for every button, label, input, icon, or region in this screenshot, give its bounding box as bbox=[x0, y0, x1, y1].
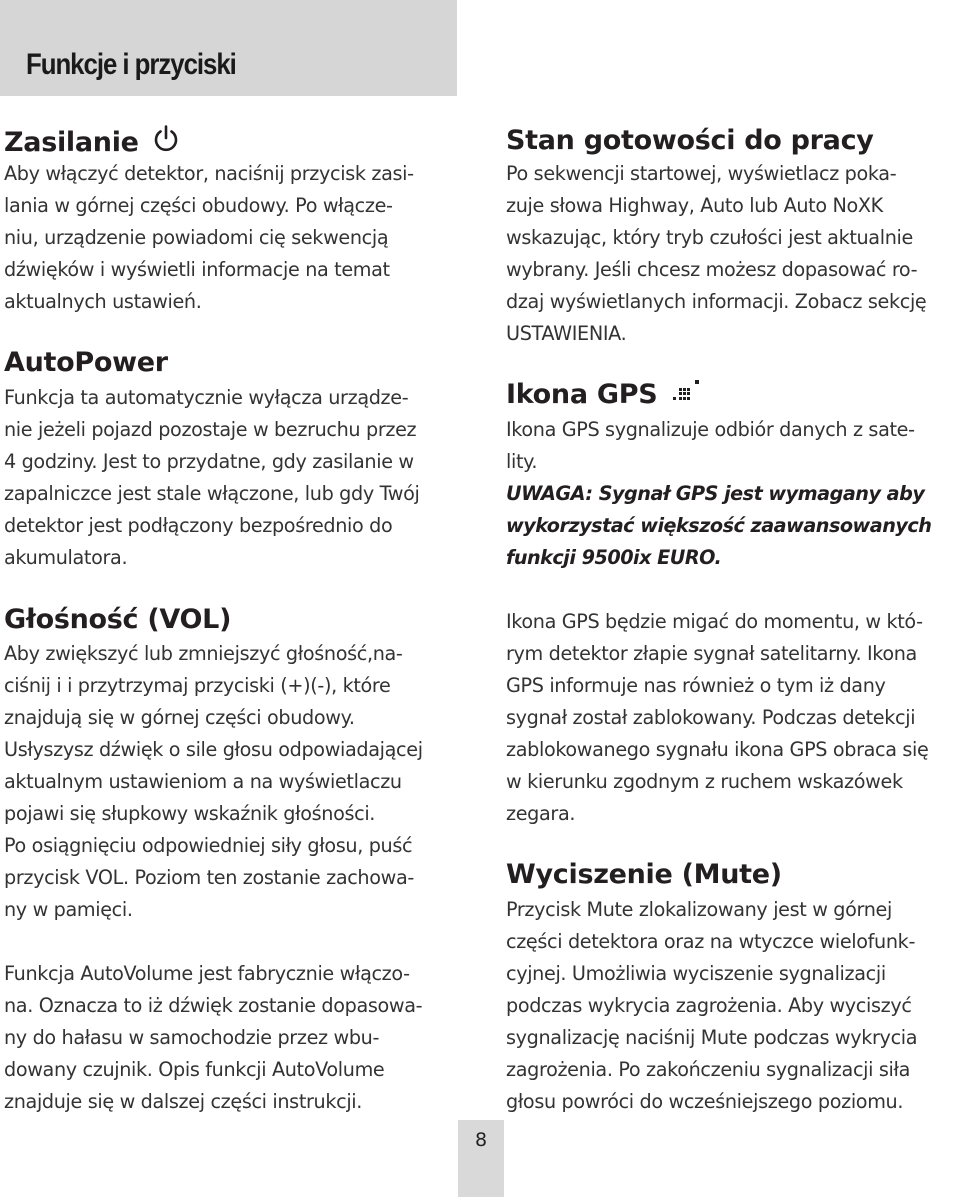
text-line: ny w pamięci. bbox=[4, 898, 133, 921]
text-line: Funkcja AutoVolume jest fabrycznie włączo- bbox=[4, 962, 410, 985]
warning-line: funkcji 9500ix EURO. bbox=[506, 546, 722, 569]
paragraph-autovolume bbox=[4, 958, 422, 1118]
heading-text: Zasilanie bbox=[4, 127, 139, 158]
paragraph-glosnosc bbox=[4, 638, 423, 926]
paragraph-autopower bbox=[4, 382, 420, 574]
text-line: Aby włączyć detektor, naciśnij przycisk zasi- bbox=[4, 162, 414, 185]
text-line: sygnał został zablokowany. Podczas detekcji bbox=[506, 706, 916, 729]
text-line: ny do hałasu w samochodzie przez wbu- bbox=[4, 1026, 380, 1049]
text-line: wskazując, który tryb czułości jest aktualnie bbox=[506, 226, 913, 249]
text-line: zegara. bbox=[506, 802, 576, 825]
section-heading-gps bbox=[506, 378, 701, 415]
text-line: GPS informuje nas również o tym iż dany bbox=[506, 674, 886, 697]
text-line: lity. bbox=[506, 450, 538, 473]
section-heading-mute: Wyciszenie (Mute) bbox=[506, 859, 782, 890]
gps-icon bbox=[671, 380, 701, 415]
text-line: zagrożenia. Po zakończeniu sygnalizacji siła bbox=[506, 1058, 910, 1081]
text-line: przycisk VOL. Poziom ten zostanie zachowa- bbox=[4, 866, 414, 889]
section-heading-autopower: AutoPower bbox=[4, 347, 168, 378]
text-line: dźwięków i wyświetli informacje na temat bbox=[4, 258, 390, 281]
text-line: aktualnym ustawieniom a na wyświetlaczu bbox=[4, 770, 402, 793]
heading-text: Ikona GPS bbox=[506, 379, 658, 410]
text-line: sygnalizację naciśnij Mute podczas wykrycia bbox=[506, 1026, 918, 1049]
text-line: części detektora oraz na wtyczce wielofunk- bbox=[506, 930, 916, 953]
text-line: akumulatora. bbox=[4, 546, 128, 569]
text-line: Przycisk Mute zlokalizowany jest w górnej bbox=[506, 898, 892, 921]
text-line: podczas wykrycia zagrożenia. Aby wyciszyć bbox=[506, 994, 912, 1017]
text-line: Po osiągnięciu odpowiedniej siły głosu, puść bbox=[4, 834, 413, 857]
text-line: dowany czujnik. Opis funkcji AutoVolume bbox=[4, 1058, 385, 1081]
page-number-tab bbox=[458, 1120, 504, 1197]
warning-line: wykorzystać większość zaawansowanych bbox=[506, 514, 932, 537]
text-line: znajdują się w górnej części obudowy. bbox=[4, 706, 355, 729]
text-line: zablokowanego sygnału ikona GPS obraca się bbox=[506, 738, 929, 761]
page-number: 8 bbox=[474, 1129, 488, 1151]
text-line: Aby zwiększyć lub zmniejszyć głośność,na- bbox=[4, 642, 403, 665]
text-line: lania w górnej części obudowy. Po włącze- bbox=[4, 194, 393, 217]
text-line: dzaj wyświetlanych informacji. Zobacz sekcję bbox=[506, 290, 927, 313]
text-line: nie jeżeli pojazd pozostaje w bezruchu przez bbox=[4, 418, 417, 441]
text-line: Funkcja ta automatycznie wyłącza urządze- bbox=[4, 386, 409, 409]
text-line: 4 godziny. Jest to przydatne, gdy zasilanie w bbox=[4, 450, 414, 473]
text-line: Ikona GPS sygnalizuje odbiór danych z sate- bbox=[506, 418, 915, 441]
warning-line: UWAGA: Sygnał GPS jest wymagany aby bbox=[506, 482, 925, 505]
text-line: w kierunku zgodnym z ruchem wskazówek bbox=[506, 770, 903, 793]
paragraph-mute bbox=[506, 894, 917, 1118]
paragraph-zasilanie bbox=[4, 158, 414, 318]
paragraph-gotowosc bbox=[506, 158, 926, 350]
text-line: detektor jest podłączony bezpośrednio do bbox=[4, 514, 393, 537]
text-line: znajduje się w dalszej części instrukcji. bbox=[4, 1090, 363, 1113]
paragraph-gps-blink bbox=[506, 606, 928, 830]
text-line: rym detektor złapie sygnał satelitarny. Ikona bbox=[506, 642, 917, 665]
text-line: Ikona GPS będzie migać do momentu, w któ- bbox=[506, 610, 923, 633]
text-line: na. Oznacza to iż dźwięk zostanie dopasowa- bbox=[4, 994, 423, 1017]
text-line: USTAWIENIA. bbox=[506, 322, 627, 345]
text-line: cyjnej. Umożliwia wyciszenie sygnalizacji bbox=[506, 962, 886, 985]
text-line: zuje słowa Highway, Auto lub Auto NoXK bbox=[506, 194, 883, 217]
page-title: Funkcje i przyciski bbox=[26, 48, 236, 81]
text-line: Usłyszysz dźwięk o sile głosu odpowiadającej bbox=[4, 738, 423, 761]
text-line: niu, urządzenie powiadomi cię sekwencją bbox=[4, 226, 389, 249]
section-heading-glosnosc: Głośność (VOL) bbox=[4, 604, 232, 635]
text-line: wybrany. Jeśli chcesz możesz dopasować ro- bbox=[506, 258, 918, 281]
text-line: ciśnij i i przytrzymaj przyciski (+)(-), które bbox=[4, 674, 391, 697]
text-line: zapalniczce jest stale włączone, lub gdy Twój bbox=[4, 482, 420, 505]
paragraph-gps bbox=[506, 414, 931, 574]
text-line: głosu powróci do wcześniejszego poziomu. bbox=[506, 1090, 904, 1113]
section-heading-gotowosc: Stan gotowości do pracy bbox=[506, 125, 874, 156]
text-line: Po sekwencji startowej, wyświetlacz poka- bbox=[506, 162, 897, 185]
text-line: aktualnych ustawień. bbox=[4, 290, 202, 313]
text-line: pojawi się słupkowy wskaźnik głośności. bbox=[4, 802, 376, 825]
